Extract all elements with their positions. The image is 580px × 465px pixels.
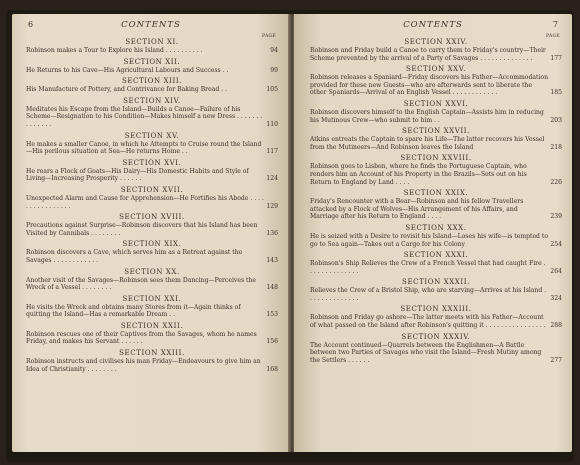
toc-entry-page: 117 (266, 148, 278, 156)
toc-entry-page: 288 (550, 322, 562, 330)
toc-entry-text: Friday's Rencounter with a Bear—Robinson and his fellow Travellers attacked by a Flock of Wolves—His Arrangement of his Affairs, and Marriage after his Return to England . . . . (310, 198, 524, 221)
toc-entry-text: Meditates his Escape from the Island—Builds a Canoe—Failure of his Scheme—Resignation to his Condition—Makes himself a new Dress . . . . . . . . . . . . . . (26, 105, 263, 128)
toc-entry-text: He rears a Flock of Goats—His Dairy—His Domestic Habits and Style of Living—Increasing Prosperity . . . . . . (26, 167, 249, 183)
left-page-column-label: PAGE (262, 34, 276, 39)
section-heading: SECTION XII. (123, 57, 181, 66)
right-page-number: 7 (552, 20, 558, 29)
left-toc-list (26, 36, 278, 375)
toc-entry-page: 143 (266, 256, 278, 264)
toc-entry-text: Precautions against Surprise—Robinson discovers that his Island has been Visited by Cannibals . . . . . . . . (26, 222, 258, 237)
toc-entry-page: 264 (550, 267, 562, 275)
toc-entry-text: Robinson goes to Lisbon, where he finds the Portuguese Captain, who renders him an Account of his Property in the Brazils—Sets out on his Return to England by Land . . . . (310, 163, 527, 186)
toc-entry-page: 254 (550, 240, 562, 248)
toc-entry (310, 109, 562, 124)
toc-entry-page: 124 (266, 175, 278, 183)
section-heading: SECTION XXVI. (403, 99, 469, 108)
toc-entry (26, 141, 278, 156)
toc-entry-text: He Returns to his Cave—His Agricultural Labours and Success . . (26, 66, 229, 74)
toc-entry-page: 148 (266, 284, 278, 292)
toc-entry (26, 249, 278, 264)
section-heading: SECTION XXIV. (404, 38, 468, 46)
right-running-title: CONTENTS (403, 20, 463, 30)
toc-entry-page: 177 (550, 54, 562, 62)
toc-entry-text: He makes a smaller Canoe, in which he Attempts to Cruise round the Island—His perilous situation at Sea—He returns Home . . (26, 140, 262, 156)
toc-entry-page: 218 (550, 143, 562, 151)
toc-entry (26, 358, 278, 373)
toc-entry (310, 47, 562, 62)
toc-entry (26, 222, 278, 237)
toc-entry-text: The Account continued—Quarrels between the Englishmen—A Battle between two Parties of Savages who visit the Island—Fresh Mutiny among the Settlers . . . . . . (310, 341, 542, 364)
toc-entry-text: Robinson discovers himself to the English Captain—Assists him in reducing his Mutinous Crew—who submit to him . . (310, 108, 544, 124)
toc-entry (310, 136, 562, 151)
toc-entry (310, 260, 562, 275)
right-toc-list (310, 36, 562, 366)
toc-entry (310, 287, 562, 302)
right-page-column-label: PAGE (546, 34, 560, 39)
section-heading: SECTION XX. (124, 267, 180, 276)
toc-entry (26, 106, 278, 129)
section-heading: SECTION XI. (125, 38, 179, 46)
toc-entry (26, 304, 278, 319)
section-heading: SECTION XXV. (405, 65, 466, 74)
toc-entry (26, 168, 278, 183)
toc-entry (26, 86, 278, 94)
toc-entry (310, 163, 562, 186)
left-running-title: CONTENTS (121, 20, 181, 30)
toc-entry (310, 342, 562, 365)
toc-entry-text: He visits the Wreck and obtains many Stores from it—Again thinks of quitting the Island—Has a remarkable Dream . . (26, 303, 241, 319)
toc-entry-page: 168 (266, 365, 278, 373)
section-heading: SECTION XXXIII. (400, 305, 472, 314)
section-heading: SECTION XIII. (121, 77, 183, 86)
toc-entry-text: He is seized with a Desire to revisit his Island—Loses his wife—is tempted to go to Sea again—Takes out a Cargo for his Colony (310, 232, 549, 248)
toc-entry-page: 94 (270, 47, 278, 54)
section-heading: SECTION XXIII. (119, 349, 185, 358)
toc-entry (26, 67, 278, 75)
toc-entry-page: 203 (550, 116, 562, 124)
toc-entry-text: His Manufacture of Pottery, and Contrivance for Baking Bread . . (26, 86, 227, 94)
toc-entry (26, 331, 278, 346)
toc-entry-text: Relieves the Crew of a Bristol Ship, who are starving—Arrives at his Island . . . . . . . . . . . . . . (310, 287, 547, 302)
toc-entry-text: Robinson instructs and civilises his man Friday—Endeavours to give him an Idea of Christianity . . . . . . . . (26, 358, 261, 373)
toc-entry-page: 153 (266, 311, 278, 319)
toc-entry-page: 185 (550, 89, 562, 97)
right-page (294, 14, 572, 452)
section-heading: SECTION XIX. (122, 240, 182, 249)
section-heading: SECTION XXXII. (402, 278, 470, 287)
toc-entry-text: Robinson discovers a Cave, which serves him as a Retreat against the Savages . . . . . . . . . . . . (26, 249, 243, 264)
toc-entry (310, 198, 562, 221)
toc-entry-page: 226 (550, 178, 562, 186)
toc-entry-page: 277 (550, 356, 562, 364)
toc-entry (26, 277, 278, 292)
toc-entry (310, 74, 562, 97)
section-heading: SECTION XXXI. (403, 251, 469, 260)
toc-entry-text: Unexpected Alarm and Cause for Apprehension—He Fortifies his Abode . . . . . . . . . . . . . . . . (26, 194, 264, 210)
right-page-header (294, 20, 572, 34)
toc-entry-text: Robinson rescues one of their Captives from the Savages, whom he names Friday, and makes his Servant . . . . . . (26, 330, 257, 346)
left-page (12, 14, 290, 452)
toc-entry-page: 136 (266, 229, 278, 237)
toc-entry (310, 314, 562, 329)
section-heading: SECTION XXXIV. (401, 332, 471, 341)
section-heading: SECTION XVIII. (119, 213, 185, 222)
toc-entry-text: Robinson and Friday go ashore—The latter meets with his Father—Account of what passed on the Island after Robinson's quitting it . . . . . . . . . . . . . . . . (310, 314, 546, 330)
section-heading: SECTION XXI. (122, 294, 182, 303)
toc-entry-text: Robinson releases a Spaniard—Friday discovers his Father—Accommodation provided for these new Guests—who are afterwards sent to liberate the other Spaniards—Arrival of an English Vessel . . . . . . . . . . . . (310, 74, 548, 97)
section-heading: SECTION XXII. (120, 321, 184, 330)
toc-entry-text: Robinson makes a Tour to Explore his Island . . . . . . . . . . (26, 47, 203, 54)
toc-entry-page: 99 (270, 66, 278, 74)
section-heading: SECTION XXVII. (402, 127, 470, 136)
toc-entry-text: Atkins entreats the Captain to spare his Life—The latter recovers his Vessel from the Mutineers—And Robinson leaves the Island (310, 136, 545, 151)
toc-entry-text: Another visit of the Savages—Robinson sees them Dancing—Perceives the Wreck of a Vessel . . . . . . . . (26, 276, 256, 292)
section-heading: SECTION XXVIII. (400, 154, 472, 163)
toc-entry-page: 129 (266, 202, 278, 210)
toc-entry-page: 110 (266, 120, 278, 128)
toc-entry-page: 105 (266, 86, 278, 94)
section-heading: SECTION XVI. (122, 158, 182, 167)
section-heading: SECTION XXIX. (403, 189, 469, 198)
toc-entry (26, 47, 278, 55)
section-heading: SECTION XV. (124, 131, 180, 140)
toc-entry-text: Robinson's Ship Relieves the Crew of a French Vessel that had caught Fire . . . . . . . . . . . . . . (310, 260, 546, 275)
toc-entry (310, 233, 562, 248)
section-heading: SECTION XVII. (120, 185, 184, 194)
left-page-header (12, 20, 290, 34)
left-page-number: 6 (28, 20, 34, 29)
section-heading: SECTION XIV. (123, 96, 181, 105)
toc-entry-page: 239 (550, 213, 562, 221)
toc-entry (26, 195, 278, 210)
section-heading: SECTION XXX. (405, 223, 467, 232)
toc-entry-page: 156 (266, 338, 278, 346)
toc-entry-text: Robinson and Friday build a Canoe to carry them to Friday's country—Their Scheme prevented by the arrival of a Party of Savages . . . . . . . . . . . . . . (310, 47, 546, 62)
toc-entry-page: 324 (550, 294, 562, 302)
